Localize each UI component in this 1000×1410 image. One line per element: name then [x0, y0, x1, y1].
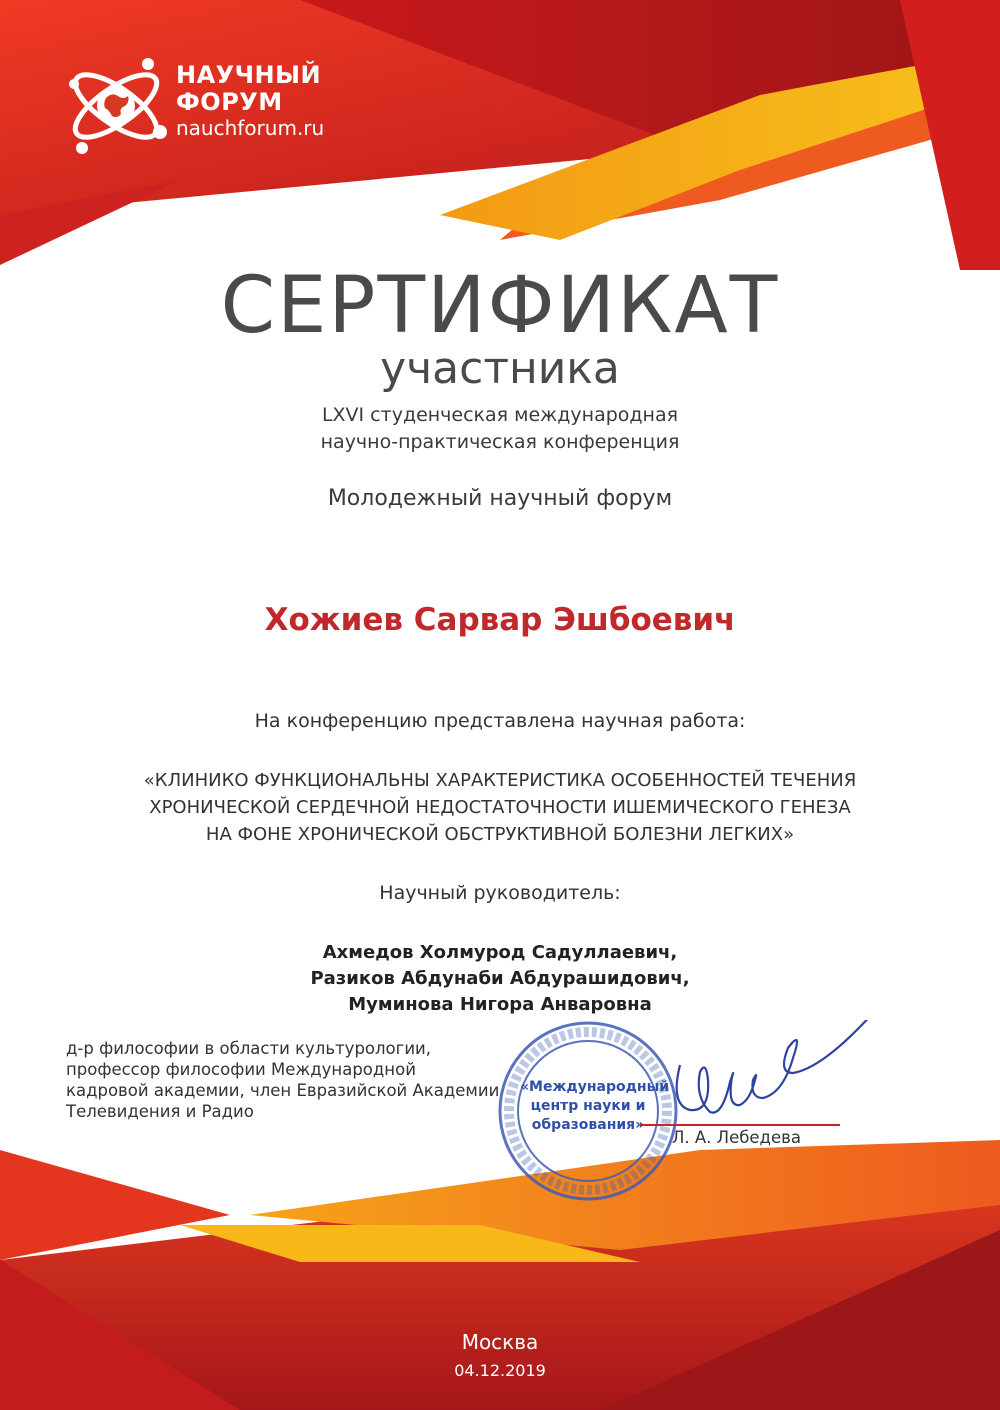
work-title: [0, 767, 1000, 848]
credential-line: кадровой академии, член Евразийской Академии: [66, 1081, 500, 1100]
logo: [62, 52, 352, 162]
certificate-subtitle: участника: [380, 343, 620, 394]
atom-globe-icon: [62, 52, 172, 162]
signature: [630, 1020, 880, 1130]
signatory-credentials: [66, 1038, 526, 1122]
participant-name: Хожиев Сарвар Эшбоевич: [264, 602, 736, 638]
signatory-name: Л. А. Лебедева: [672, 1128, 801, 1147]
credential-line: Телевидения и Радио: [66, 1102, 254, 1121]
footer-date: 04.12.2019: [454, 1361, 546, 1380]
credential-line: д-р философии в области культурологии,: [66, 1039, 432, 1058]
logo-url: nauchforum.ru: [176, 116, 325, 140]
supervisor-name: Ахмедов Холмурод Садуллаевич,: [322, 942, 678, 963]
credential-line: профессор философии Международной: [66, 1060, 416, 1079]
footer-city: Москва: [461, 1330, 539, 1354]
work-title-line: НА ФОНЕ ХРОНИЧЕСКОЙ ОБСТРУКТИВНОЙ БОЛЕЗНИ ЛЕГКИХ»: [205, 824, 795, 845]
logo-text: [176, 62, 324, 141]
conference-name: [0, 402, 1000, 456]
stamp-line: «Международный: [520, 1079, 670, 1095]
conference-line: научно-практическая конференция: [320, 431, 680, 453]
work-title-line: ХРОНИЧЕСКОЙ СЕРДЕЧНОЙ НЕДОСТАТОЧНОСТИ ИШЕМИЧЕСКОГО ГЕНЕЗА: [149, 797, 851, 818]
conference-line: LXVI студенческая международная: [321, 404, 679, 426]
stamp-line: центр науки и: [530, 1098, 646, 1114]
stamp-line: образования»: [531, 1117, 645, 1133]
supervisor-label: Научный руководитель:: [379, 882, 621, 904]
certificate-title: СЕРТИФИКАТ: [220, 261, 780, 351]
forum-name: Молодежный научный форум: [327, 486, 673, 511]
work-label: На конференцию представлена научная работа:: [254, 710, 746, 732]
supervisor-list: [0, 940, 1000, 1018]
supervisor-name: Разиков Абдунаби Абдурашидович,: [310, 968, 690, 989]
logo-title-line2: ФОРУМ: [176, 88, 283, 116]
work-title-line: «КЛИНИКО ФУНКЦИОНАЛЬНЫ ХАРАКТЕРИСТИКА ОСОБЕННОСТЕЙ ТЕЧЕНИЯ: [143, 770, 857, 791]
supervisor-name: Муминова Нигора Анваровна: [348, 994, 652, 1015]
logo-title-line1: НАУЧНЫЙ: [176, 61, 322, 89]
